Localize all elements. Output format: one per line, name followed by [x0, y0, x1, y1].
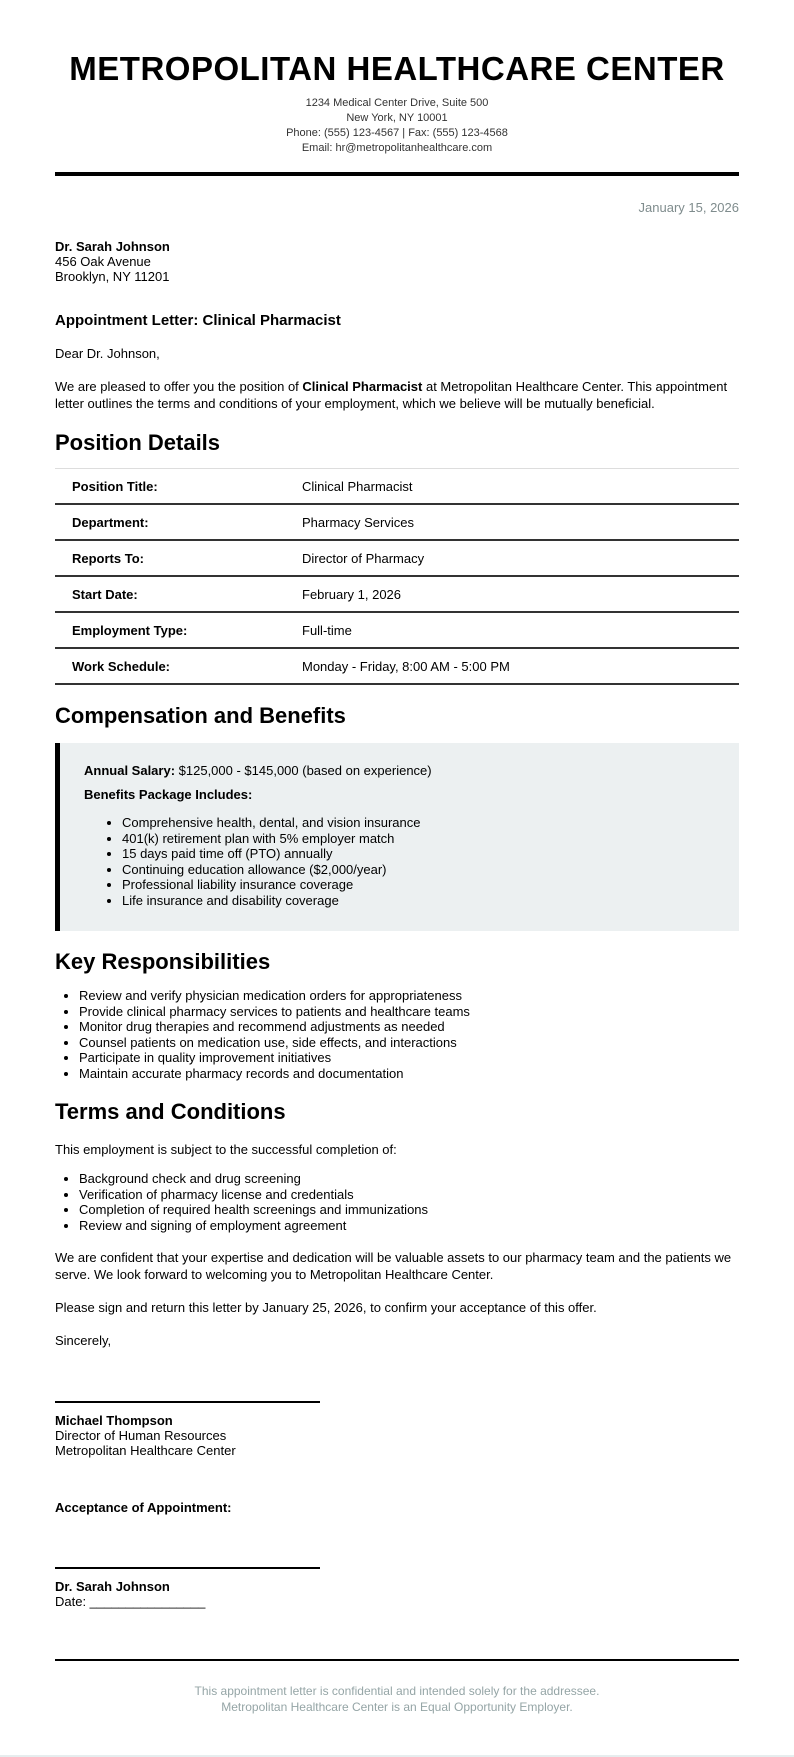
detail-value: Full-time	[302, 612, 739, 648]
benefits-package-label: Benefits Package Includes:	[84, 787, 253, 802]
closing-paragraph: We are confident that your expertise and dedication will be valuable assets to our pharmacy team and the patients we serve. We look forward to welcoming you to Metropolitan Healthcare Center.	[55, 1250, 732, 1282]
benefit-item: • Professional liability insurance coverage	[122, 878, 719, 893]
detail-label: Reports To:	[55, 540, 302, 576]
signer-org: Metropolitan Healthcare Center	[55, 1443, 236, 1458]
company-email-line: Email: hr@metropolitanhealthcare.com	[301, 142, 493, 154]
acceptance-signature-line	[55, 1567, 320, 1569]
table-row	[55, 648, 739, 684]
recipient-address-line: Brooklyn, NY 11201	[55, 269, 170, 284]
detail-value: February 1, 2026	[302, 576, 739, 612]
table-row	[55, 540, 739, 576]
sign-return-paragraph: Please sign and return this letter by January 25, 2026, to confirm your acceptance of this offer.	[55, 1300, 597, 1315]
hr-signature-line	[55, 1401, 320, 1403]
company-address-line: 1234 Medical Center Drive, Suite 500	[305, 97, 489, 109]
term-item: • Background check and drug screening	[79, 1172, 739, 1187]
detail-label: Work Schedule:	[55, 648, 302, 684]
section-heading-position-details: Position Details	[55, 430, 221, 455]
benefit-item: • Life insurance and disability coverage	[122, 894, 719, 909]
acceptance-heading: Acceptance of Appointment:	[55, 1500, 232, 1515]
subject-line: Appointment Letter: Clinical Pharmacist	[55, 312, 341, 329]
company-phone-fax-line: Phone: (555) 123-4567 | Fax: (555) 123-4568	[286, 127, 508, 139]
detail-value: Monday - Friday, 8:00 AM - 5:00 PM	[302, 648, 739, 684]
term-item: • Verification of pharmacy license and credentials	[79, 1188, 739, 1203]
table-row	[55, 469, 739, 505]
responsibility-item: • Monitor drug therapies and recommend adjustments as needed	[79, 1020, 739, 1035]
intro-paragraph	[55, 378, 739, 412]
position-details-table	[55, 468, 739, 685]
benefit-item: • 401(k) retirement plan with 5% employer match	[122, 832, 719, 847]
term-item: • Completion of required health screenings and immunizations	[79, 1203, 739, 1218]
salutation: Dear Dr. Johnson,	[55, 346, 160, 361]
intro-text: We are pleased to offer you the position of	[55, 379, 303, 394]
table-row	[55, 504, 739, 540]
detail-label: Position Title:	[55, 469, 302, 505]
complimentary-close: Sincerely,	[55, 1333, 112, 1348]
annual-salary-label: Annual Salary:	[84, 763, 176, 778]
compensation-highlight-box	[55, 743, 739, 931]
detail-value: Clinical Pharmacist	[302, 469, 739, 505]
benefits-list	[84, 816, 719, 908]
company-address-line: New York, NY 10001	[346, 112, 448, 124]
detail-value: Director of Pharmacy	[302, 540, 739, 576]
responsibility-item: • Review and verify physician medication orders for appropriateness	[79, 989, 739, 1004]
recipient-address-line: 456 Oak Avenue	[55, 254, 151, 269]
intro-text: at Metropolitan Healthcare Center. This appointment letter outlines the terms and conditions of your employment, which we believe will be mutually beneficial.	[55, 379, 728, 411]
responsibilities-list	[55, 989, 739, 1081]
confidentiality-footer	[55, 1683, 739, 1715]
terms-intro: This employment is subject to the successful completion of:	[55, 1142, 397, 1157]
acceptance-date-line: Date: ________________	[55, 1594, 206, 1609]
detail-label: Department:	[55, 504, 302, 540]
company-address-block	[55, 96, 739, 156]
detail-label: Employment Type:	[55, 612, 302, 648]
detail-label: Start Date:	[55, 576, 302, 612]
acceptance-signature-block	[55, 1579, 739, 1609]
term-item: • Review and signing of employment agreement	[79, 1219, 739, 1234]
table-row	[55, 576, 739, 612]
intro-position-bold: Clinical Pharmacist	[302, 379, 423, 394]
responsibility-item: • Counsel patients on medication use, side effects, and interactions	[79, 1036, 739, 1051]
section-heading-compensation: Compensation and Benefits	[55, 703, 346, 728]
signer-title: Director of Human Resources	[55, 1428, 227, 1443]
header-divider	[55, 172, 739, 176]
table-row	[55, 612, 739, 648]
acceptee-name: Dr. Sarah Johnson	[55, 1579, 170, 1594]
annual-salary-value: $125,000 - $145,000 (based on experience)	[175, 763, 432, 778]
terms-list	[55, 1172, 739, 1233]
signer-name: Michael Thompson	[55, 1413, 173, 1428]
responsibility-item: • Provide clinical pharmacy services to patients and healthcare teams	[79, 1005, 739, 1020]
footer-line: Metropolitan Healthcare Center is an Equal Opportunity Employer.	[221, 1700, 573, 1714]
section-heading-terms: Terms and Conditions	[55, 1099, 286, 1124]
recipient-block	[55, 239, 739, 284]
footer-line: This appointment letter is confidential and intended solely for the addressee.	[194, 1684, 600, 1698]
section-heading-responsibilities: Key Responsibilities	[55, 949, 271, 974]
detail-value: Pharmacy Services	[302, 504, 739, 540]
benefit-item: • Continuing education allowance ($2,000/year)	[122, 863, 719, 878]
recipient-name: Dr. Sarah Johnson	[55, 239, 170, 254]
letter-date: January 15, 2026	[638, 200, 739, 215]
responsibility-item: • Participate in quality improvement initiatives	[79, 1051, 739, 1066]
benefit-item: • 15 days paid time off (PTO) annually	[122, 847, 719, 862]
annual-salary-line	[84, 763, 719, 778]
footer-divider	[55, 1659, 739, 1661]
hr-signature-block	[55, 1413, 739, 1458]
company-name-title: METROPOLITAN HEALTHCARE CENTER	[69, 50, 725, 87]
responsibility-item: • Maintain accurate pharmacy records and documentation	[79, 1067, 739, 1082]
benefit-item: • Comprehensive health, dental, and vision insurance	[122, 816, 719, 831]
